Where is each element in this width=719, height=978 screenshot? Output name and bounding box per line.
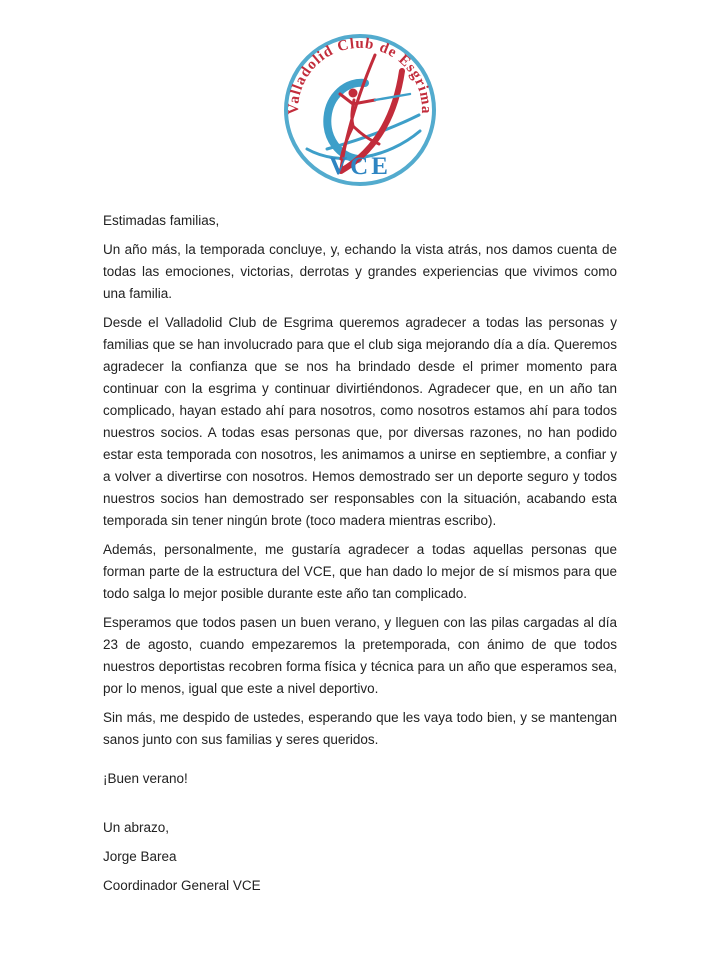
paragraph-4: Esperamos que todos pasen un buen verano, y lleguen con las pilas cargadas al día 23 de agosto, cuando empezaremos la pretemporada, con ánimo de que todos nuestros deportistas recobren forma física y técnica para un año que esperamos sea, por lo menos, igual que este a nivel deportivo. xyxy=(103,615,617,696)
paragraph-1: Un año más, la temporada concluye, y, echando la vista atrás, nos damos cuenta de todas las emociones, victorias, derrotas y grandes experiencias que vivimos como una familia. xyxy=(103,242,617,301)
paragraph-5: Sin más, me despido de ustedes, esperando que les vaya todo bien, y se mantengan sanos junto con sus familias y seres queridos. xyxy=(103,710,617,747)
closing-exclamation: ¡Buen verano! xyxy=(103,771,188,786)
signature-role: Coordinador General VCE xyxy=(103,878,261,893)
logo-arc-text: Valladolid Club de Esgrima xyxy=(285,35,434,115)
club-logo xyxy=(283,33,437,187)
paragraph-3: Además, personalmente, me gustaría agradecer a todas aquellas personas que forman parte de la estructura del VCE, que han dado lo mejor de sí mismos para que todo salga lo mejor posible durante este año tan complicado. xyxy=(103,542,617,601)
logo-monogram: VCE xyxy=(328,153,391,180)
paragraph-2: Desde el Valladolid Club de Esgrima queremos agradecer a todas las personas y familias que se han involucrado para que el club siga mejorando día a día. Queremos agradecer la confianza que se nos ha brindado desde el primer momento para continuar con la esgrima y continuar divirtiéndonos. Agradecer que, en un año tan complicado, hayan estado ahí para nosotros, como nosotros estamos ahí para todos nuestros socios. A todas esas personas que, por diversas razones, no han podido estar esta temporada con nosotros, les animamos a unirse en septiembre, a confiar y a volver a divertirse con nosotros. Hemos demostrado ser un deporte seguro y todos nuestros socios han demostrado ser responsables con la situación, acabando esta temporada sin tener ningún brote (toco madera mientras escribo). xyxy=(103,315,617,528)
letter-body xyxy=(103,210,617,904)
club-logo-svg xyxy=(283,33,437,187)
salutation: Estimadas familias, xyxy=(103,213,220,228)
signature-name: Jorge Barea xyxy=(103,849,177,864)
signoff: Un abrazo, xyxy=(103,820,170,835)
